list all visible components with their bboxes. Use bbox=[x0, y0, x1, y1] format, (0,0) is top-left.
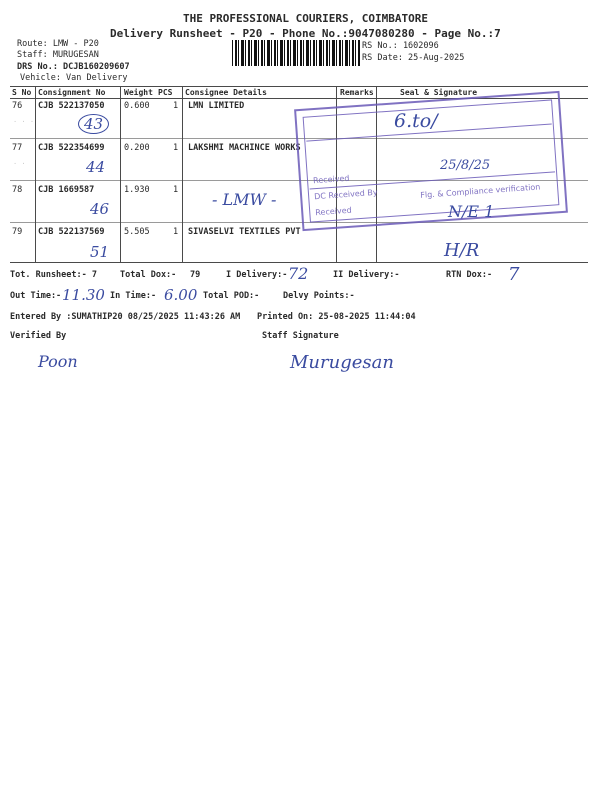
col-header-sno: S No bbox=[12, 88, 32, 97]
faint-mark: · · · bbox=[13, 118, 35, 126]
barcode bbox=[232, 40, 360, 66]
col-divider bbox=[120, 86, 121, 262]
staff-signature-label: Staff Signature bbox=[262, 331, 339, 341]
row-hand-number: 44 bbox=[86, 158, 106, 176]
row-sno: 77 bbox=[12, 143, 23, 153]
rtn-dox-value: 7 bbox=[508, 264, 520, 285]
stamp-date: 25/8/25 bbox=[440, 158, 491, 173]
verified-signature: Poon bbox=[38, 352, 78, 371]
i-delivery-value: 72 bbox=[288, 264, 309, 283]
row-pcs: 1 bbox=[173, 227, 179, 237]
row-pcs: 1 bbox=[173, 101, 179, 111]
col-divider bbox=[182, 86, 183, 262]
row-pcs: 1 bbox=[173, 185, 179, 195]
staff-label: Staff: MURUGESAN bbox=[17, 50, 99, 60]
total-dox-value: 79 bbox=[190, 270, 201, 280]
faint-mark: · · bbox=[13, 160, 26, 168]
row-consignee: SIVASELVI TEXTILES PVT bbox=[188, 227, 301, 237]
row-consignment: CJB 522354699 bbox=[38, 143, 105, 153]
table-bottom-border bbox=[10, 262, 588, 263]
out-time-label: Out Time:- bbox=[10, 291, 62, 301]
col-header-pcs: PCS bbox=[158, 88, 173, 97]
col-header-seal: Seal & Signature bbox=[400, 88, 478, 97]
stamp-signature: 6.to/ bbox=[394, 110, 438, 132]
vehicle-label: Vehicle: Van Delivery bbox=[20, 73, 128, 83]
table-top-border bbox=[10, 86, 588, 87]
row-consignee: LAKSHMI MACHINCE WORKS bbox=[188, 143, 301, 153]
tot-runsheet: Tot. Runsheet:- 7 bbox=[10, 270, 97, 280]
total-dox-label: Total Dox:- bbox=[120, 270, 177, 280]
stamp-compliance-label: Flg. & Compliance verification bbox=[420, 182, 541, 200]
in-time-label: In Time:- bbox=[110, 291, 157, 301]
row-weight: 0.200 bbox=[124, 143, 150, 153]
row-sno: 79 bbox=[12, 227, 23, 237]
verified-by-label: Verified By bbox=[10, 331, 67, 341]
row-hand-note: - LMW - bbox=[212, 190, 277, 209]
stamp-note-ne: N/E 1 bbox=[448, 202, 495, 221]
col-divider bbox=[35, 86, 36, 262]
runsheet-title: Delivery Runsheet - P20 - Phone No.:9047080280 - Page No.:7 bbox=[110, 27, 501, 40]
row-weight: 0.600 bbox=[124, 101, 150, 111]
col-header-remarks: Remarks bbox=[340, 88, 374, 97]
i-delivery-label: I Delivery:- bbox=[226, 270, 288, 280]
stamp-received-label-2: Received bbox=[315, 205, 352, 218]
col-header-consignment: Consignment No bbox=[38, 88, 106, 97]
row-hand-number: 46 bbox=[90, 200, 110, 218]
rs-number: RS No.: 1602096 bbox=[362, 41, 439, 51]
stamp-dc-received-label: DC Received By bbox=[313, 187, 378, 202]
in-time-value: 6.00 bbox=[164, 286, 198, 304]
row-consignee: LMN LIMITED bbox=[188, 101, 245, 111]
out-time-value: 11.30 bbox=[62, 286, 105, 304]
rtn-dox-label: RTN Dox:- bbox=[446, 270, 493, 280]
company-name: THE PROFESSIONAL COURIERS, COIMBATORE bbox=[183, 12, 429, 25]
row-sno: 76 bbox=[12, 101, 23, 111]
total-pod-label: Total POD:- bbox=[203, 291, 260, 301]
row-hand-number: 51 bbox=[90, 243, 110, 261]
row-consignment: CJB 522137050 bbox=[38, 101, 105, 111]
row-consignment: CJB 1669587 bbox=[38, 185, 95, 195]
row-weight: 1.930 bbox=[124, 185, 150, 195]
row-divider bbox=[10, 222, 588, 223]
row-consignment: CJB 522137569 bbox=[38, 227, 105, 237]
ii-delivery-label: II Delivery:- bbox=[333, 270, 400, 280]
delvy-points-label: Delvy Points:- bbox=[283, 291, 355, 301]
drs-number: DRS No.: DCJB160209607 bbox=[17, 62, 130, 72]
row-weight: 5.505 bbox=[124, 227, 150, 237]
row-pcs: 1 bbox=[173, 143, 179, 153]
col-header-consignee: Consignee Details bbox=[185, 88, 267, 97]
col-header-weight: Weight bbox=[124, 88, 153, 97]
row-hand-number: 43 bbox=[78, 114, 109, 134]
route-label: Route: LMW - P20 bbox=[17, 39, 99, 49]
printed-on: Printed On: 25-08-2025 11:44:04 bbox=[257, 312, 416, 322]
row-sno: 78 bbox=[12, 185, 23, 195]
stamp-note-hr: H/R bbox=[444, 240, 480, 261]
entered-by: Entered By :SUMATHIP20 08/25/2025 11:43:26 AM bbox=[10, 312, 241, 322]
stamp-received-label: Received bbox=[312, 173, 350, 186]
staff-signature: Murugesan bbox=[290, 352, 394, 373]
rs-date: RS Date: 25-Aug-2025 bbox=[362, 53, 465, 63]
